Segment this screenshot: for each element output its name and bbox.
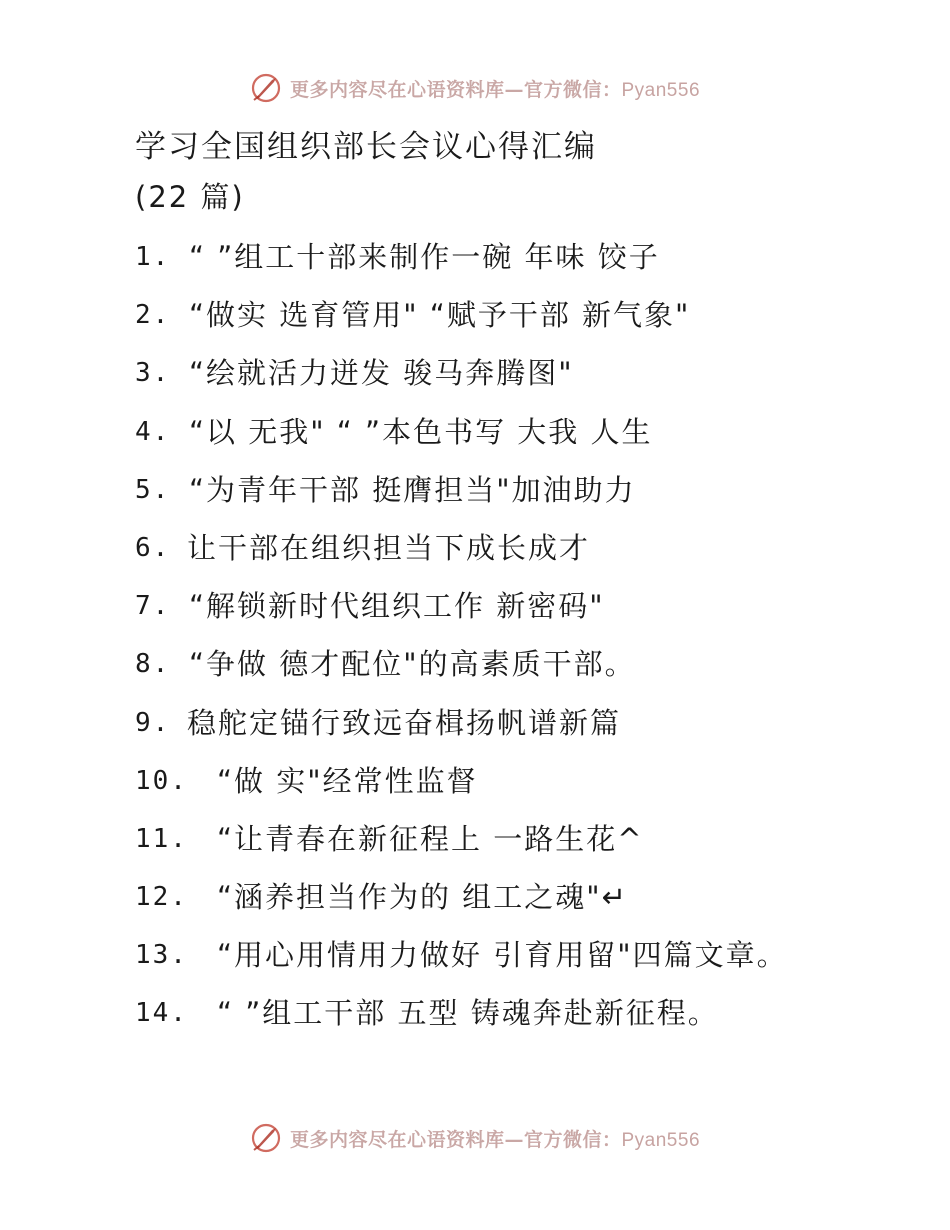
toc-item-title: “为青年干部 挺膺担当"加油助力 [189,472,636,507]
toc-item-title: “做实 选育管用" “赋予干部 新气象" [189,298,691,333]
toc-item-number: 10. [135,765,188,796]
toc-item [135,228,925,286]
document-subtitle: (22 篇) [135,180,245,214]
toc-item-number: 3. [135,358,171,389]
toc-item-title: “以 无我" “ ”本色书写 大我 人生 [189,414,653,449]
toc-item-number: 7. [135,591,171,622]
toc-item-number: 5. [135,474,171,505]
toc-item-number: 12. [135,882,188,913]
watermark-account: Pyan556 [621,1129,701,1151]
toc-item [135,519,925,577]
toc-item-title: “绘就活力迸发 骏马奔腾图" [189,356,574,391]
document-title: 学习全国组织部长会议心得汇编 [135,129,597,165]
toc-item-number: 8. [135,649,171,680]
toc-item-title: “ ”组工干部 五型 铸魂奔赴新征程。 [217,996,719,1031]
toc-item-number: 2. [135,300,171,331]
quill-pen-logo-icon [250,1122,282,1154]
toc-item-title: “争做 德才配位"的高素质干部。 [189,647,636,682]
toc-item [135,752,925,810]
toc-item [135,577,925,635]
toc-item [135,403,925,461]
toc-item [135,694,925,752]
toc-item-number: 13. [135,940,188,971]
toc-item-number: 4. [135,416,171,447]
toc-item-title: “做 实"经常性监督 [217,763,478,798]
toc-item [135,635,925,693]
toc-item-title: “解锁新时代组织工作 新密码" [189,589,605,624]
toc-item [135,926,925,984]
toc-item-number: 6. [135,532,171,563]
toc-item [135,868,925,926]
toc-item-number: 14. [135,998,188,1029]
toc-item [135,810,925,868]
watermark-text: 更多内容尽在心语资料库—官方微信：Pyan556 [289,78,701,101]
toc-item-title: “让青春在新征程上 一路生花^ [217,821,644,856]
toc-item-number: 11. [135,823,188,854]
toc-item [135,286,925,344]
document-body [135,122,925,1043]
toc-item-title: 稳舵定锚行致远奋楫扬帆谱新篇 [187,705,622,740]
toc-item [135,461,925,519]
quill-pen-logo-icon [250,72,282,104]
toc-item-number: 1. [135,242,171,272]
toc-item [135,984,925,1042]
watermark-header [0,72,950,104]
watermark-footer [0,1122,950,1154]
toc-item-title: “ ”组工十部来制作一碗 年味 饺子 [189,240,660,274]
toc-item-title: 让干部在组织担当下成长成才 [187,530,591,565]
toc-item-title: “用心用情用力做好 引育用留"四篇文章。 [217,938,788,973]
toc-item-title: “涵养担当作为的 组工之魂"↵ [217,880,628,915]
watermark-text: 更多内容尽在心语资料库—官方微信：Pyan556 [289,1128,701,1151]
table-of-contents [135,228,925,1043]
watermark-account: Pyan556 [621,79,701,101]
toc-item [135,344,925,402]
toc-item-number: 9. [135,707,171,738]
